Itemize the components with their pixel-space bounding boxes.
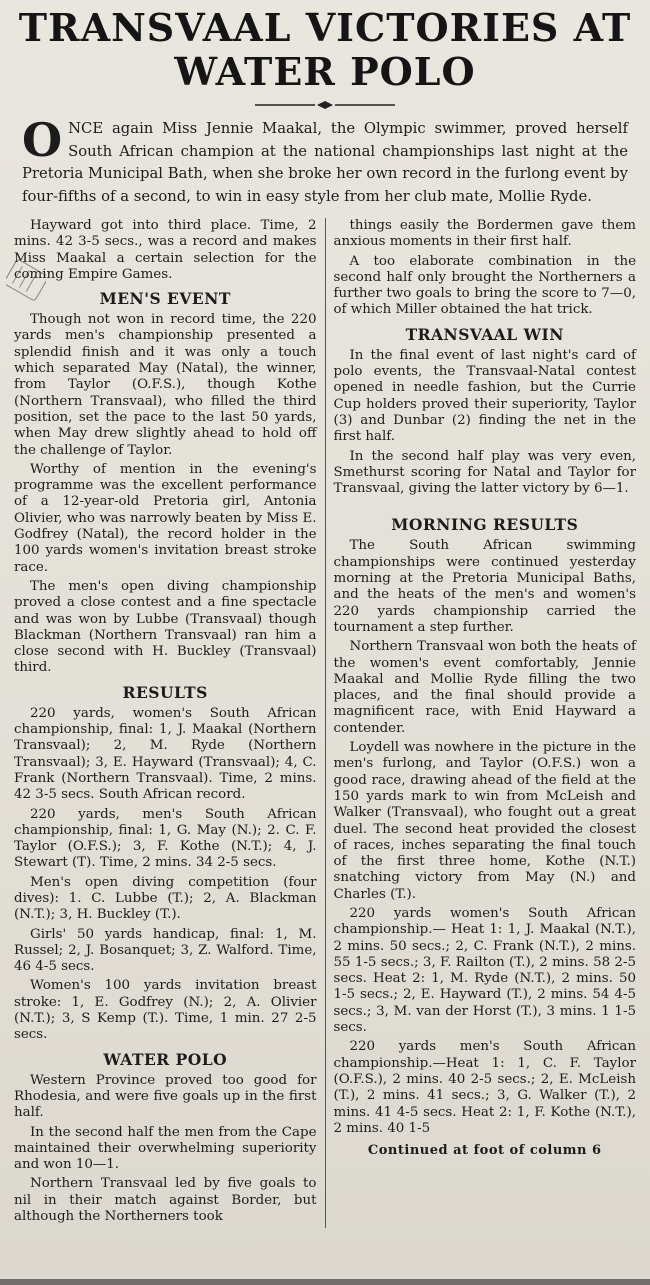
headline: TRANSVAAL VICTORIES AT WATER POLO [18, 5, 632, 94]
morning-para: The South African swimming championships were continued yesterday morning at the Pretoria Municipal Baths, and the heats of the men's and women's 220 yards championship carried the tournament a step further. [333, 538, 636, 635]
water-polo-para: Northern Transvaal led by five goals to nil in their match against Border, but although the Northerners took [14, 1176, 317, 1225]
mens-event-para: Worthy of mention in the evening's programme was the excellent performance of a 12-year-old Pretoria girl, Antonia Olivier, who was narrowly beaten by Miss E. Godfrey (Natal), the record holder in the 100 yards women's invitation breast stroke race. [14, 461, 317, 575]
water-polo-heading: WATER POLO [103, 1049, 228, 1069]
results-para: Women's 100 yards invitation breast stroke: 1, E. Godfrey (N.); 2, A. Olivier (N.T.); 3, S Kemp (T.). Time, 1 min. 27 2-5 secs. [14, 978, 317, 1043]
morning-results-heading: MORNING RESULTS [391, 515, 579, 535]
right-intro-para: A too elaborate combination in the second half only brought the Northerners a further two goals to bring the score to 7—0, of which Miller obtained the hat trick. [333, 253, 636, 318]
article-columns [14, 218, 636, 1228]
results-para: 220 yards, men's South African championship, final: 1, G. May (N.); 2. C. F. Taylor (O.F.S.); 3, F. Kothe (N.T.); 4, J. Stewart (T). Time, 2 mins. 34 2-5 secs. [14, 806, 317, 871]
ornament-divider [255, 100, 395, 110]
transvaal-win-para: In the second half play was very even, Smethurst scoring for Natal and Taylor for Transvaal, giving the latter victory by 6—1. [333, 448, 636, 497]
left-column [14, 218, 317, 1228]
lead-text: NCE again Miss Jennie Maakal, the Olympic swimmer, proved herself South African champion at the national championships last night at the Pretoria Municipal Bath, when she broke her own record in the furlong event by four-fifths of a second, to win in easy style from her club mate, Mollie Ryde. [22, 120, 628, 205]
bottom-edge [0, 1279, 650, 1285]
right-intro-para: things easily the Bordermen gave them anxious moments in their first half. [333, 218, 636, 250]
water-polo-para: Western Province proved too good for Rhodesia, and were five goals up in the first half. [14, 1072, 317, 1121]
mens-event-heading: MEN'S EVENT [99, 289, 231, 309]
mens-event-para: The men's open diving championship proved a close contest and a fine spectacle and was won by Lubbe (Transvaal) though Blackman (Northern Transvaal) ran him a close second with H. Buckley (Transvaal) third. [14, 578, 317, 676]
results-heading: RESULTS [122, 682, 208, 702]
results-para: Men's open diving competition (four dives): 1. C. Lubbe (T.); 2, A. Blackman (N.T.); 3, H. Buckley (T.). [14, 874, 317, 923]
transvaal-win-heading: TRANSVAAL WIN [405, 324, 564, 344]
column-divider [325, 218, 326, 1228]
right-column [334, 218, 637, 1228]
left-intro: Hayward got into third place. Time, 2 mins. 42 3-5 secs., was a record and makes Miss Maakal a certain selection for the coming Empire Games. [14, 218, 317, 282]
results-para: 220 yards, women's South African championship, final: 1, J. Maakal (Northern Transvaal); 2, M. Ryde (Northern Transvaal); 3, E. Hayward (Transvaal); 4, C. Frank (Northern Transvaal). Time, 2 mins. 42 3-5 secs. South African record. [14, 705, 317, 803]
ink-stamp-mark [6, 250, 46, 310]
mens-event-para: Though not won in record time, the 220 yards men's championship presented a splendid finish and it was only a touch which separated May (Natal), the winner, from Taylor (O.F.S.), though Kothe (Northern Transvaal), who filled the third position, set the pace to the last 50 yards, when May drew slightly ahead to hold off the challenge of Taylor. [14, 312, 317, 458]
dropcap: O [22, 113, 63, 167]
transvaal-win-para: In the final event of last night's card of polo events, the Transvaal-Natal contest opened in needle fashion, but the Currie Cup holders proved their superiority, Taylor (3) and Dunbar (2) finding the net in the first half. [333, 347, 636, 445]
water-polo-para: In the second half the men from the Cape maintained their overwhelming superiority and won 10—1. [14, 1124, 317, 1173]
continued-note: Continued at foot of column 6 [367, 1143, 602, 1159]
results-para: Girls' 50 yards handicap, final: 1, M. Russel; 2, J. Bosanquet; 3, Z. Walford. Time, 46 4-5 secs. [14, 926, 317, 975]
morning-para: Northern Transvaal won both the heats of the women's event comfortably, Jennie Maakal and Mollie Ryde filling the two places, and the final should provide a magnificent race, with Enid Hayward a contender. [333, 639, 636, 736]
lead-paragraph [22, 113, 628, 208]
morning-para: 220 yards men's South African championship.—Heat 1: 1, C. F. Taylor (O.F.S.), 2 mins. 40 2-5 secs.; 2, E. McLeish (T.), 2 mins. 41 secs.; 3, G. Walker (T.), 2 mins. 41 4-5 secs. Heat 2: 1, F. Kothe (N.T.), 2 mins. 40 1-5 [333, 1039, 636, 1136]
morning-para: Loydell was nowhere in the picture in the men's furlong, and Taylor (O.F.S.) won a good race, drawing ahead of the field at the 150 yards mark to win from McLeish and Walker (Transvaal), who fought out a great duel. The second heat provided the closest of races, inches separating the final touch of the first three home, Kothe (N.T.) snatching victory from May (N.) and Charles (T.). [333, 740, 636, 902]
morning-para: 220 yards women's South African championship.— Heat 1: 1, J. Maakal (N.T.), 2 mins. 50 secs.; 2, C. Frank (N.T.), 2 mins. 55 1-5 secs.; 3, F. Railton (T.), 2 mins. 58 2-5 secs. Heat 2: 1, M. Ryde (N.T.), 2 mins. 50 1-5 secs.; 2, E. Hayward (T.), 2 mins. 54 4-5 secs.; 3, M. van der Horst (T.), 3 mins. 1 1-5 secs. [333, 905, 636, 1036]
